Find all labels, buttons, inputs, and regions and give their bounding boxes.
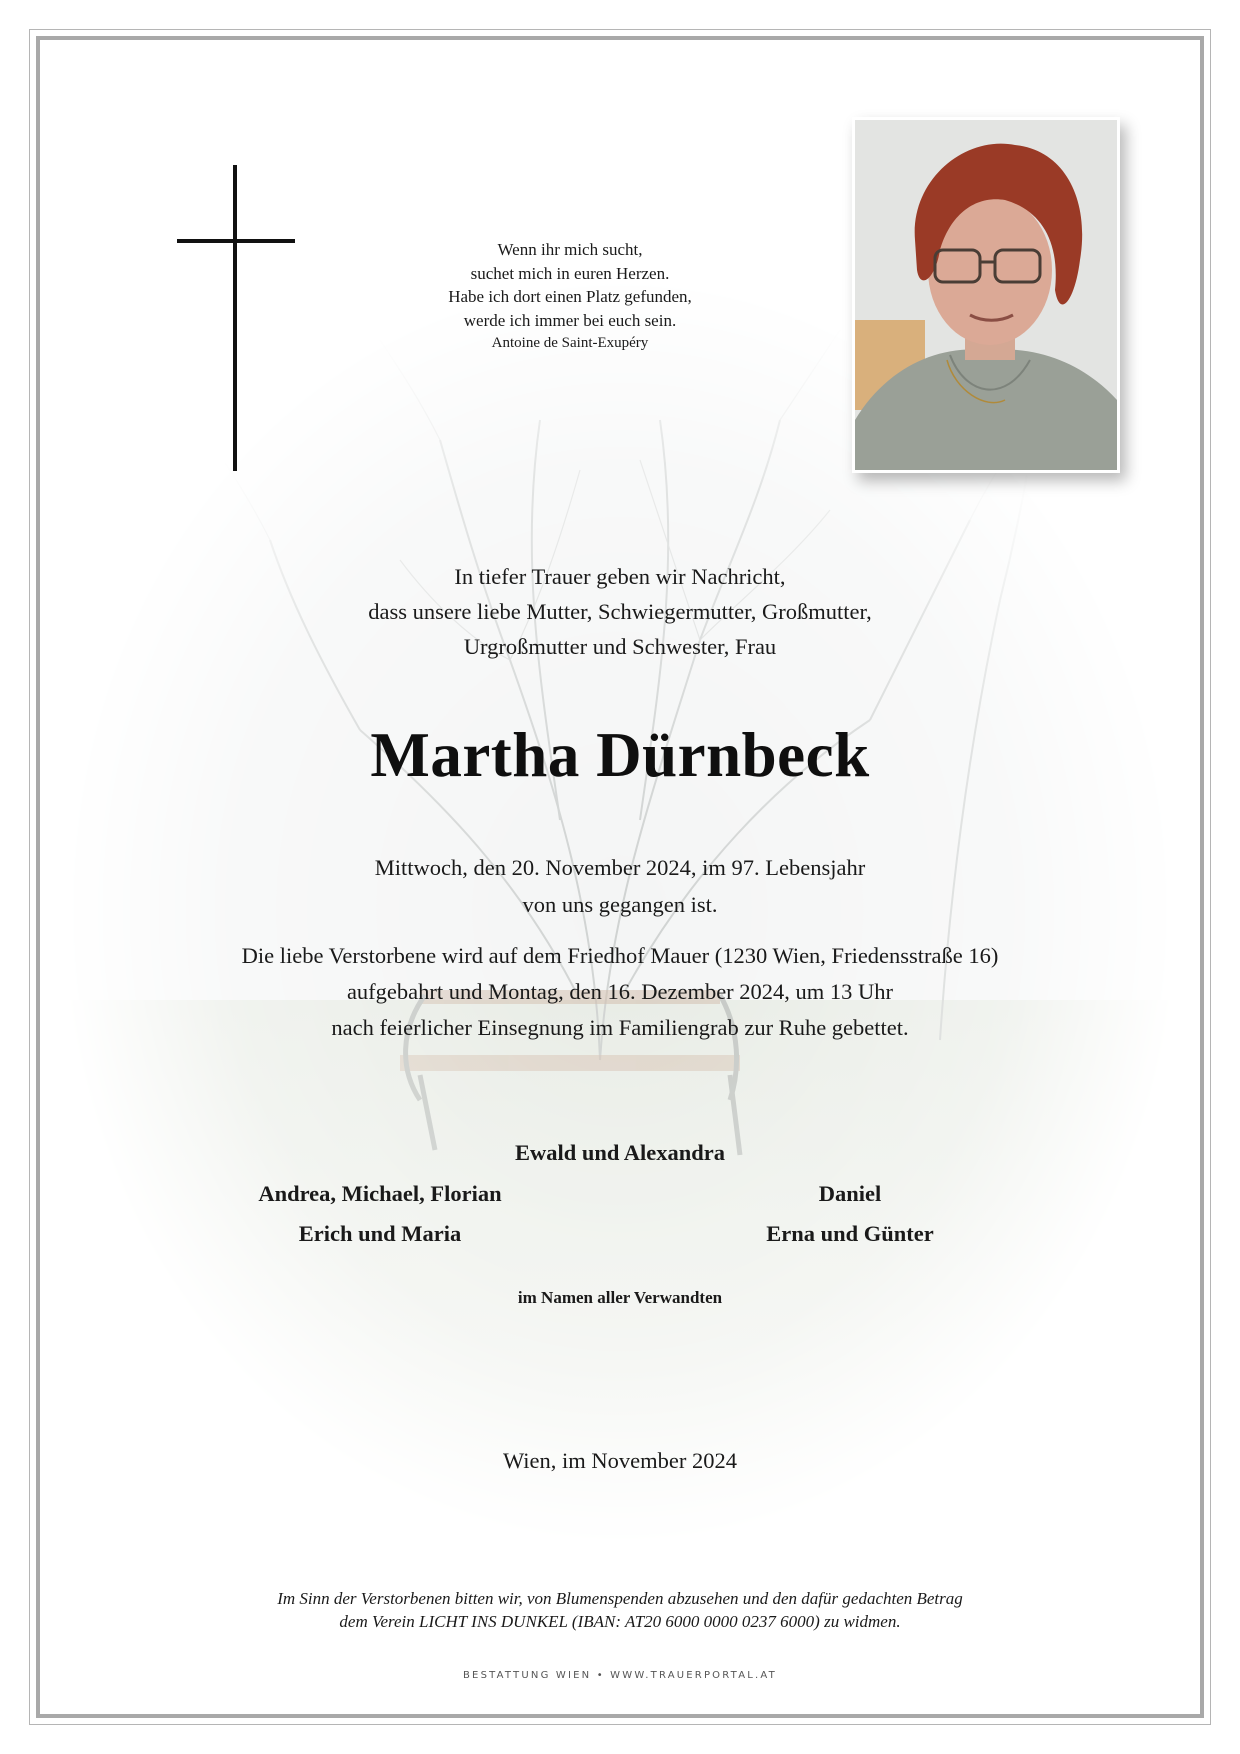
mourner-center: Ewald und Alexandra [514,1140,726,1165]
intro-line: In tiefer Trauer geben wir Nachricht, [454,564,786,589]
deceased-name: Martha Dürnbeck [370,720,870,790]
funeral-line: aufgebahrt und Montag, den 16. Dezember 2024, um 13 Uhr [346,979,894,1004]
donation-note-line: dem Verein LICHT INS DUNKEL (IBAN: AT20 6000 0000 0237 6000) zu widmen. [339,1612,901,1631]
donation-note [120,1587,1120,1633]
intro-line: dass unsere liebe Mutter, Schwiegermutter, Großmutter, [368,599,872,624]
quote-line: werde ich immer bei euch sein. [463,310,677,330]
mourner-left: Erich und Maria [298,1221,462,1246]
mourner-right: Daniel [818,1181,882,1206]
place-and-date: Wien, im November 2024 [502,1448,738,1473]
funeral-line: Die liebe Verstorbene wird auf dem Friedhof Mauer (1230 Wien, Friedensstraße 16) [241,943,999,968]
mourner-right: Erna und Günter [766,1221,934,1246]
quote-line: Wenn ihr mich sucht, [497,240,643,259]
death-details [120,849,1120,923]
on-behalf-line: im Namen aller Verwandten [517,1288,723,1307]
cross-icon-bar [177,239,295,243]
funeral-details [120,938,1120,1046]
death-line: Mittwoch, den 20. November 2024, im 97. Lebensjahr [374,855,866,880]
donation-note-line: Im Sinn der Verstorbenen bitten wir, von Blumenspenden abzusehen und den dafür gedachten Betrag [277,1589,963,1608]
funeral-line: nach feierlicher Einsegnung im Familiengrab zur Ruhe gebettet. [331,1015,909,1040]
announcement-intro [120,559,1120,664]
quote-line: suchet mich in euren Herzen. [470,263,670,283]
footer-credit: BESTATTUNG WIEN • WWW.TRAUERPORTAL.AT [463,1670,777,1681]
cross-icon [233,165,237,471]
intro-line: Urgroßmutter und Schwester, Frau [463,634,777,659]
mourner-left: Andrea, Michael, Florian [258,1181,502,1206]
memorial-quote [400,238,740,356]
portrait-photo [852,117,1120,473]
death-line: von uns gegangen ist. [522,892,718,917]
quote-line: Habe ich dort einen Platz gefunden, [448,287,692,306]
quote-author: Antoine de Saint-Exupéry [491,335,649,351]
